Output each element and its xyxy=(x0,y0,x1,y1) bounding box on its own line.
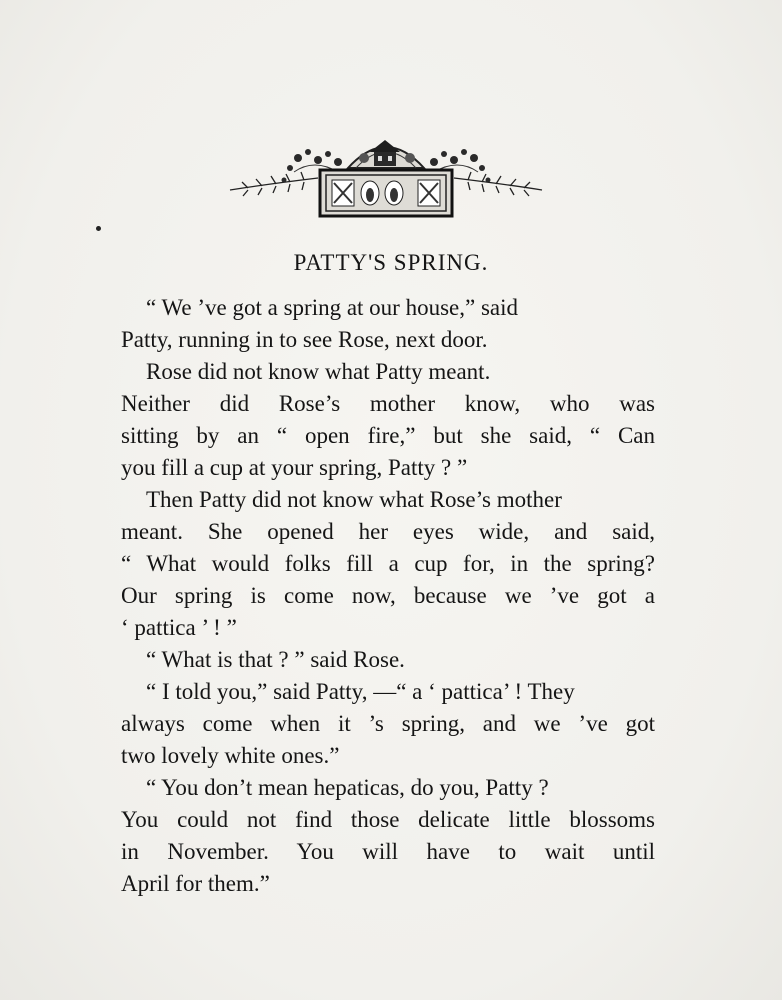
text-line: “ We ’ve got a spring at our house,” said xyxy=(146,295,519,320)
text-line: Neither did Rose’s mother know, who was xyxy=(121,391,655,416)
text-line: meant. She opened her eyes wide, and said, xyxy=(121,519,655,544)
text-line: Our spring is come now, because we ’ve got a xyxy=(121,583,655,608)
text-line: “ What is that ? ” said Rose. xyxy=(146,647,405,672)
text-line: Patty, running in to see Rose, next door. xyxy=(121,327,488,352)
text-line: always come when it ’s spring, and we ’ve got xyxy=(121,711,655,736)
text-line: April for them.” xyxy=(121,871,270,896)
text-line: “ What would folks fill a cup for, in the spring? xyxy=(121,551,655,576)
text-line: sitting by an “ open fire,” but she said, “ Can xyxy=(121,423,655,448)
text-line: you fill a cup at your spring, Patty ? ” xyxy=(121,455,468,480)
page-title: PATTY'S SPRING. xyxy=(293,250,489,275)
text-line: ‘ pattica ’ ! ” xyxy=(121,615,237,640)
text-line: in November. You will have to wait until xyxy=(121,839,655,864)
text-line: “ I told you,” said Patty, —“ a ‘ pattica’ ! They xyxy=(146,679,575,704)
text-line: You could not find those delicate little blossoms xyxy=(121,807,655,832)
text-line: Rose did not know what Patty meant. xyxy=(146,359,491,384)
text-line: Then Patty did not know what Rose’s mother xyxy=(146,487,562,512)
ink-speck xyxy=(96,226,101,231)
text-line: two lovely white ones.” xyxy=(121,743,340,768)
text-line: “ You don’t mean hepaticas, do you, Patty ? xyxy=(146,775,549,800)
headpiece-ornament xyxy=(228,128,544,220)
